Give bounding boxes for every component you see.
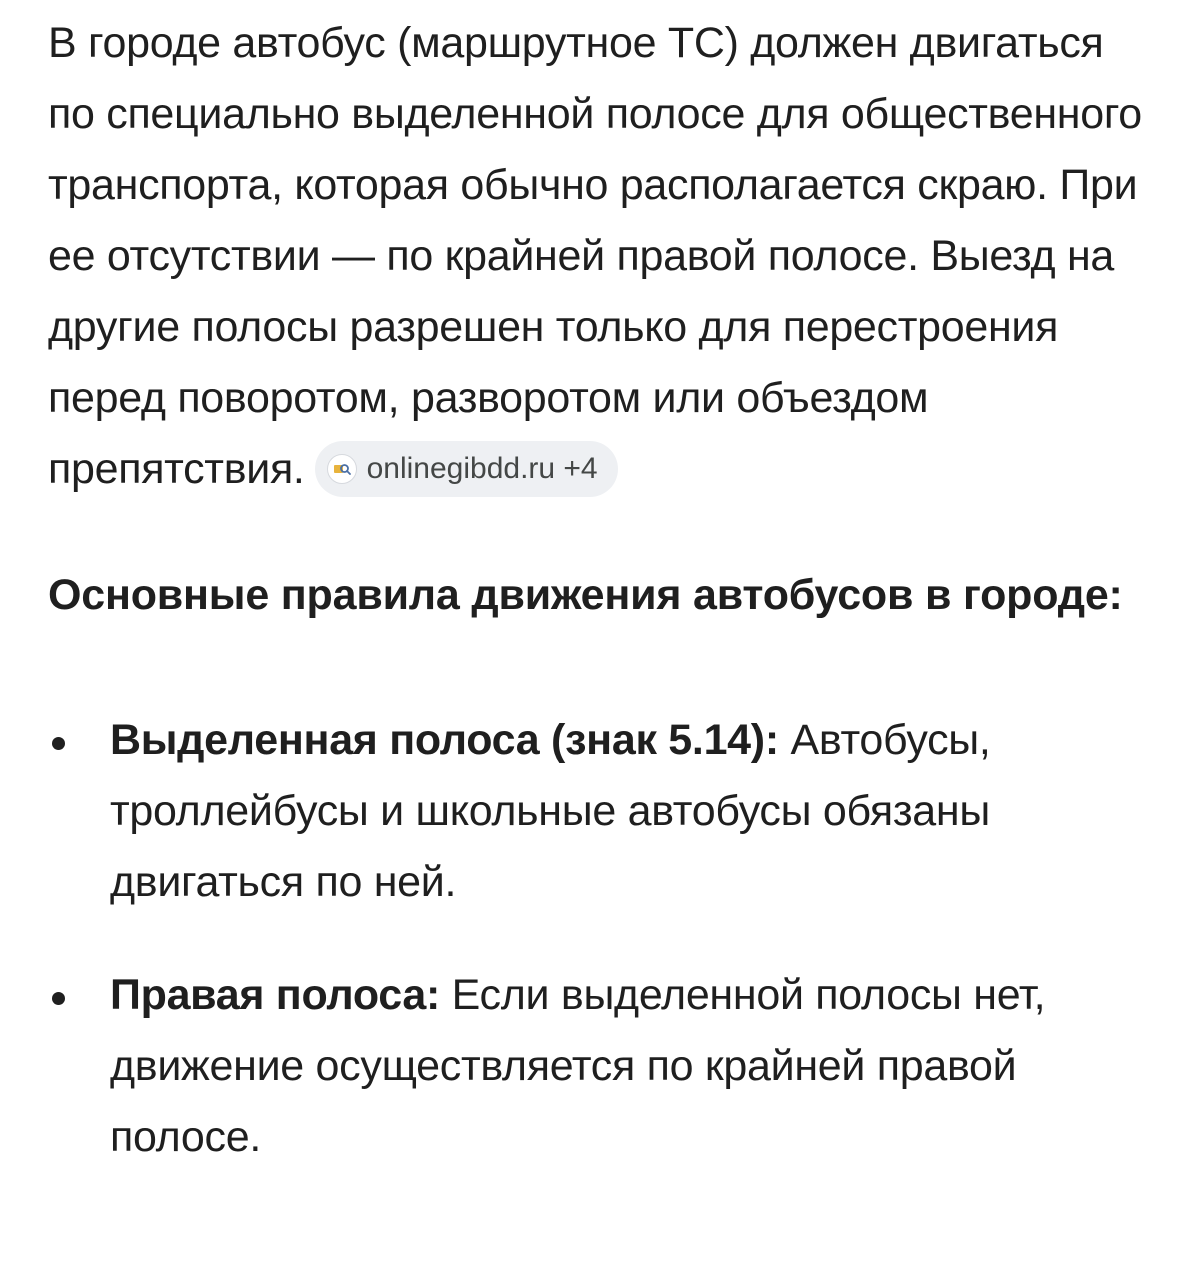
source-chip-label: onlinegibdd.ru +4 — [366, 452, 598, 485]
site-favicon-icon — [327, 454, 357, 484]
answer-paragraph-text: В городе автобус (маршрутное ТС) должен двигаться по специально выделенной полосе для общественного транспорта, которая обычно располагается скраю. При ее отсутствии — по крайней правой полосе. Выезд на другие полосы разрешен только для перестроения перед поворотом, разворотом или объездом препятствия. — [48, 19, 1142, 493]
rules-list — [48, 705, 1148, 1173]
source-chip[interactable] — [315, 441, 618, 497]
list-item — [48, 705, 1148, 918]
list-item-term: Выделенная полоса (знак 5.14): — [110, 716, 779, 764]
list-item-term: Правая полоса: — [110, 971, 440, 1019]
answer-content — [48, 8, 1148, 1215]
list-item-text: Автобусы, троллейбусы и школьные автобусы обязаны двигаться по ней. — [110, 716, 991, 906]
list-item — [48, 960, 1148, 1173]
bullet-icon — [52, 737, 65, 750]
answer-paragraph — [48, 8, 1148, 505]
list-item-text: Если выделенной полосы нет, движение осуществляется по крайней правой полосе. — [110, 971, 1046, 1161]
section-heading: Основные правила движения автобусов в городе: — [48, 571, 1123, 619]
bullet-icon — [52, 992, 65, 1005]
